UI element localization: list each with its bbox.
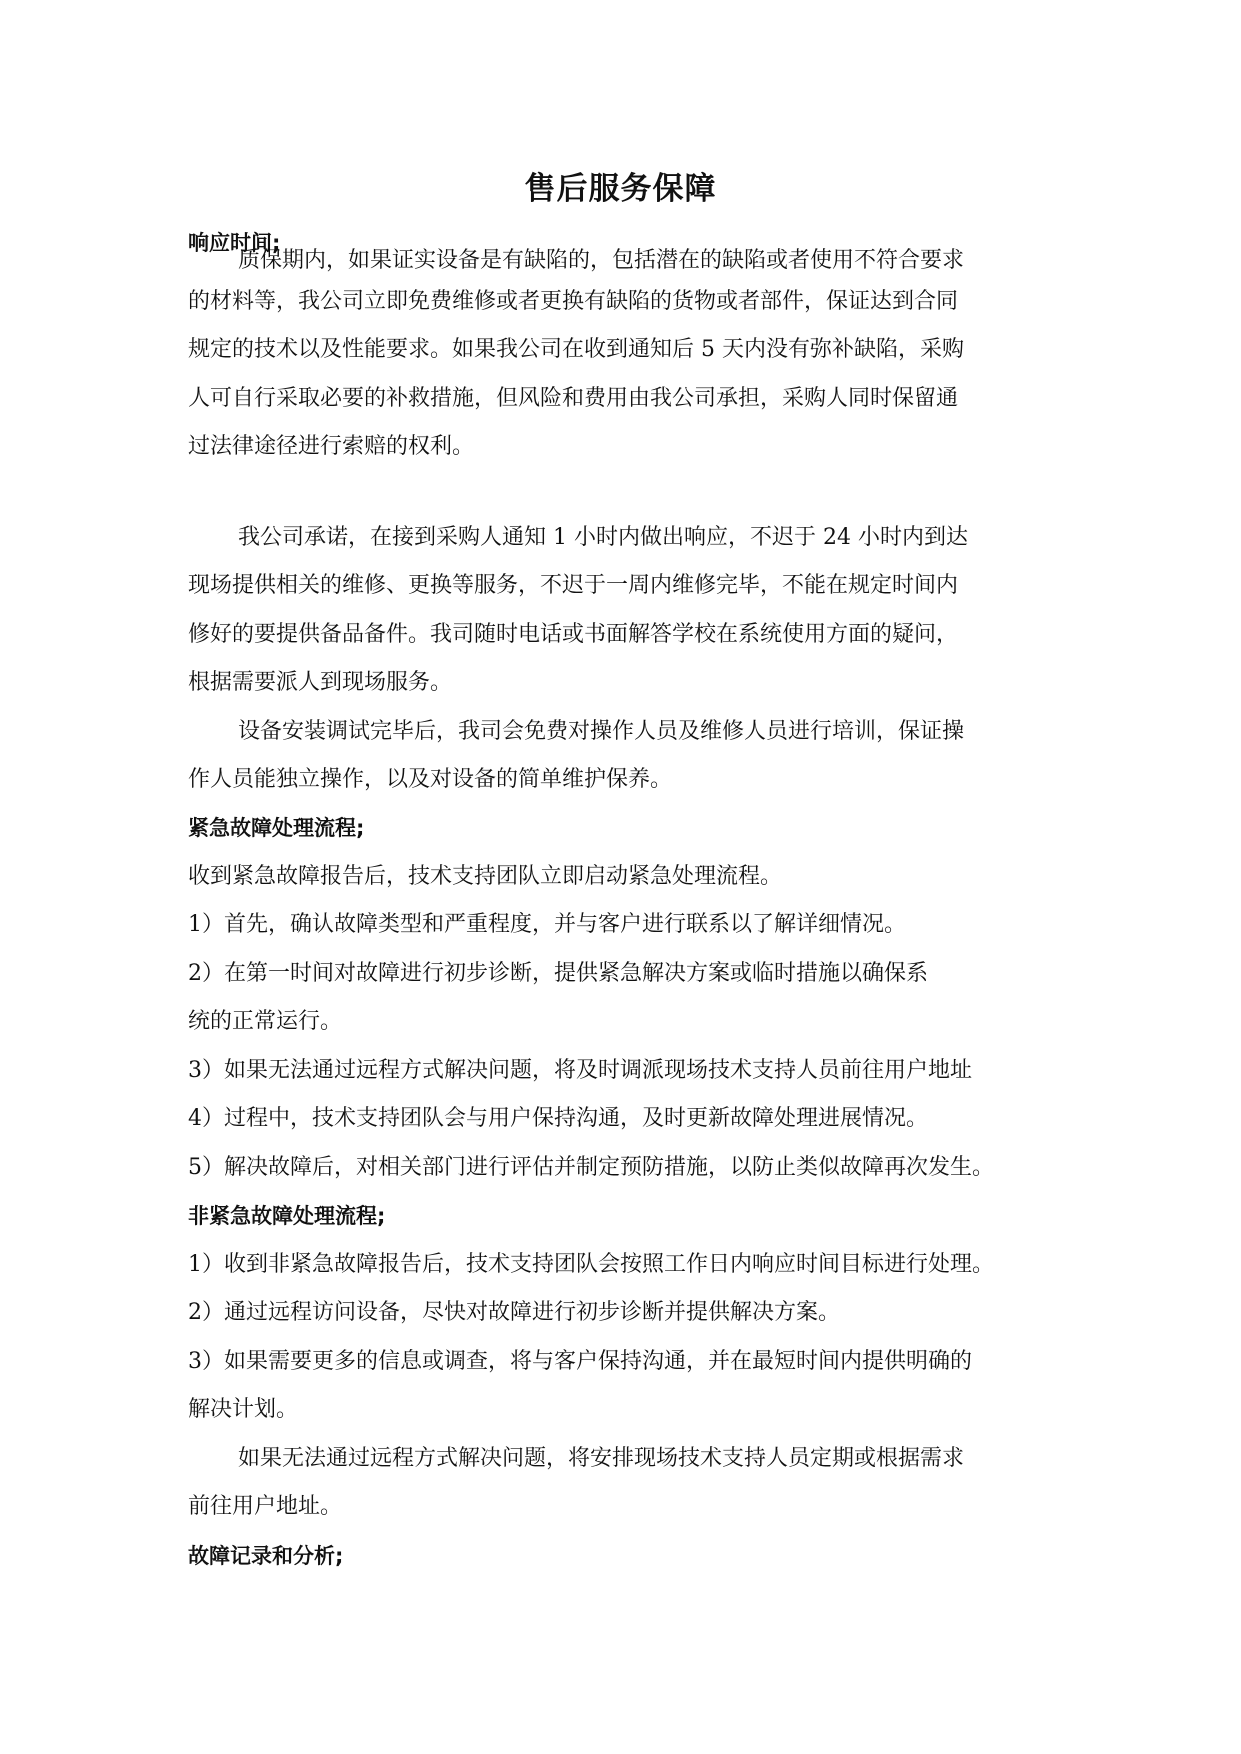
section-heading-nonurgent: 非紧急故障处理流程; — [188, 1204, 386, 1228]
list-item: 2）在第一时间对故障进行初步诊断，提供紧急解决方案或临时措施以确保系 — [188, 961, 928, 986]
paragraph-line: 我公司承诺，在接到采购人通知 1 小时内做出响应，不迟于 24 小时内到达 — [238, 525, 968, 550]
list-item: 2）通过远程访问设备，尽快对故障进行初步诊断并提供解决方案。 — [188, 1300, 840, 1325]
paragraph-line: 作人员能独立操作，以及对设备的简单维护保养。 — [188, 767, 673, 792]
list-item: 1）收到非紧急故障报告后，技术支持团队会按照工作日内响应时间目标进行处理。 — [188, 1252, 994, 1277]
paragraph-line: 如果无法通过远程方式解决问题，将安排现场技术支持人员定期或根据需求 — [238, 1446, 965, 1471]
list-item-continuation: 解决计划。 — [188, 1397, 299, 1422]
list-item: 3）如果无法通过远程方式解决问题，将及时调派现场技术支持人员前往用户地址 — [188, 1058, 972, 1083]
paragraph-line: 过法律途径进行索赔的权利。 — [188, 434, 475, 459]
list-item: 4）过程中，技术支持团队会与用户保持沟通，及时更新故障处理进展情况。 — [188, 1106, 928, 1131]
list-item: 5）解决故障后，对相关部门进行评估并制定预防措施，以防止类似故障再次发生。 — [188, 1155, 994, 1180]
paragraph-line: 现场提供相关的维修、更换等服务，不迟于一周内维修完毕，不能在规定时间内 — [188, 573, 959, 598]
section-heading-response-time: 响应时间; — [188, 231, 281, 255]
paragraph-line: 人可自行采取必要的补救措施，但风险和费用由我公司承担，采购人同时保留通 — [188, 386, 959, 411]
page-title: 售后服务保障 — [524, 171, 717, 207]
list-item-continuation: 统的正常运行。 — [188, 1009, 343, 1034]
paragraph-line: 的材料等，我公司立即免费维修或者更换有缺陷的货物或者部件，保证达到合同 — [188, 289, 959, 314]
list-item: 1）首先，确认故障类型和严重程度，并与客户进行联系以了解详细情况。 — [188, 912, 906, 937]
paragraph-line: 质保期内，如果证实设备是有缺陷的，包括潜在的缺陷或者使用不符合要求 — [238, 248, 965, 273]
paragraph-line: 根据需要派人到现场服务。 — [188, 670, 453, 695]
section-heading-urgent: 紧急故障处理流程; — [188, 816, 365, 840]
list-item: 3）如果需要更多的信息或调查，将与客户保持沟通，并在最短时间内提供明确的 — [188, 1349, 972, 1374]
paragraph-line: 修好的要提供备品备件。我司随时电话或书面解答学校在系统使用方面的疑问， — [188, 622, 959, 647]
paragraph-line: 规定的技术以及性能要求。如果我公司在收到通知后 5 天内没有弥补缺陷，采购 — [188, 337, 964, 362]
paragraph-line: 前往用户地址。 — [188, 1494, 343, 1519]
section-heading-records: 故障记录和分析; — [188, 1544, 344, 1568]
paragraph-line: 设备安装调试完毕后，我司会免费对操作人员及维修人员进行培训，保证操 — [238, 719, 965, 744]
paragraph-line: 收到紧急故障报告后，技术支持团队立即启动紧急处理流程。 — [188, 864, 783, 889]
